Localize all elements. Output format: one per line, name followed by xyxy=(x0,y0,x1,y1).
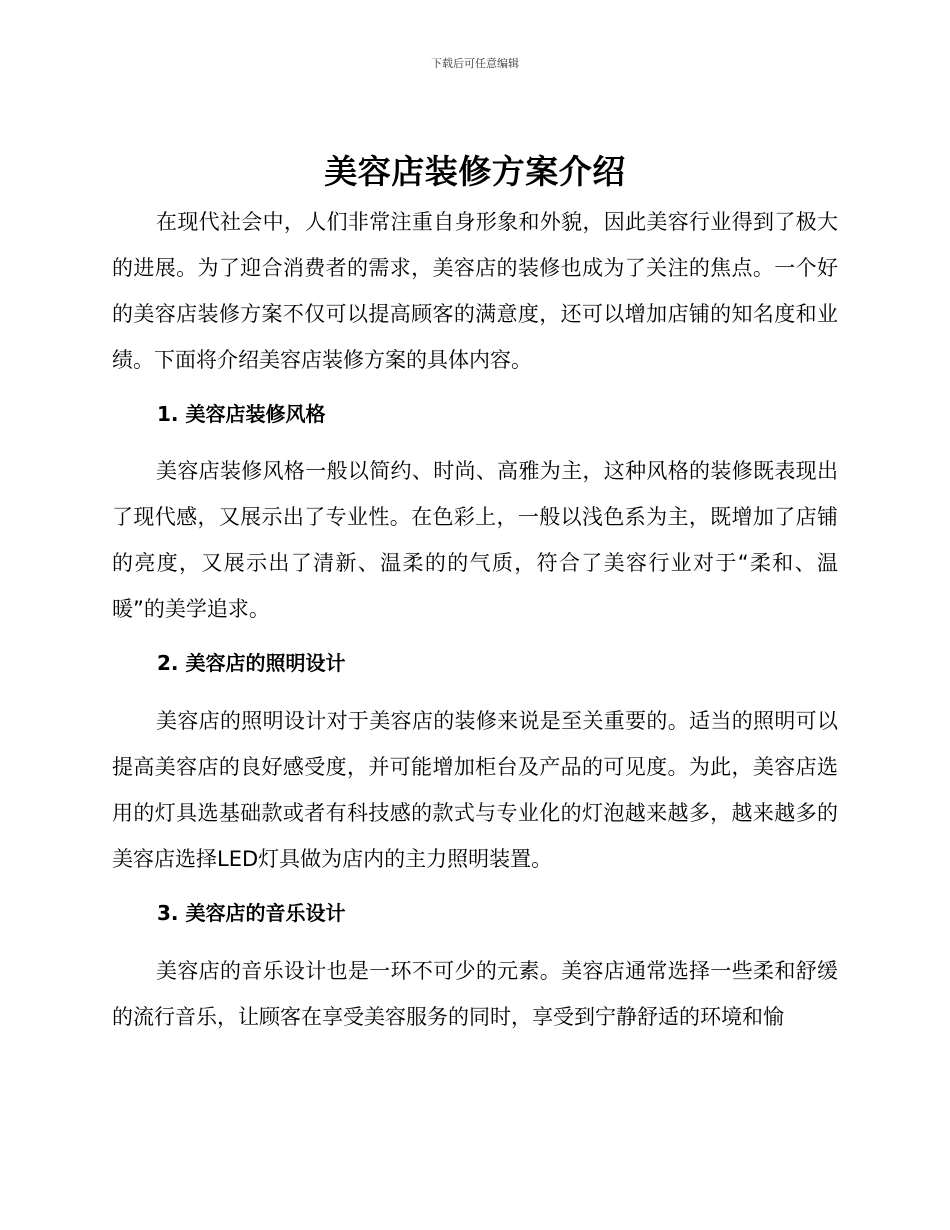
section-body-style: 美容店装修风格一般以简约、时尚、高雅为主，这种风格的装修既表现出了现代感，又展示出了专业性。在色彩上，一般以浅色系为主，既增加了店铺的亮度，又展示出了清新、温柔的的气质，符合了美容行业对于“柔和、温暖”的美学追求。 xyxy=(112,459,838,621)
section-heading-music: 3. 美容店的音乐设计 xyxy=(157,901,346,925)
section-heading-lighting: 2. 美容店的照明设计 xyxy=(157,651,346,675)
header-note: 下载后可任意编辑 xyxy=(431,57,519,70)
section-body-lighting: 美容店的照明设计对于美容店的装修来说是至关重要的。适当的照明可以提高美容店的良好感受度，并可能增加柜台及产品的可见度。为此，美容店选用的灯具选基础款或者有科技感的款式与专业化的灯泡越来越多，越来越多的美容店选择LED灯具做为店内的主力照明装置。 xyxy=(112,709,838,871)
document-title: 美容店装修方案介绍 xyxy=(324,152,626,191)
section-body-music: 美容店的音乐设计也是一环不可少的元素。美容店通常选择一些柔和舒缓的流行音乐，让顾客在享受美容服务的同时，享受到宁静舒适的环境和愉 xyxy=(112,959,838,1029)
section-heading-style: 1. 美容店装修风格 xyxy=(157,402,326,426)
intro-paragraph: 在现代社会中，人们非常注重自身形象和外貌，因此美容行业得到了极大的进展。为了迎合消费者的需求，美容店的装修也成为了关注的焦点。一个好的美容店装修方案不仅可以提高顾客的满意度，还可以增加店铺的知名度和业绩。下面将介绍美容店装修方案的具体内容。 xyxy=(112,210,838,372)
